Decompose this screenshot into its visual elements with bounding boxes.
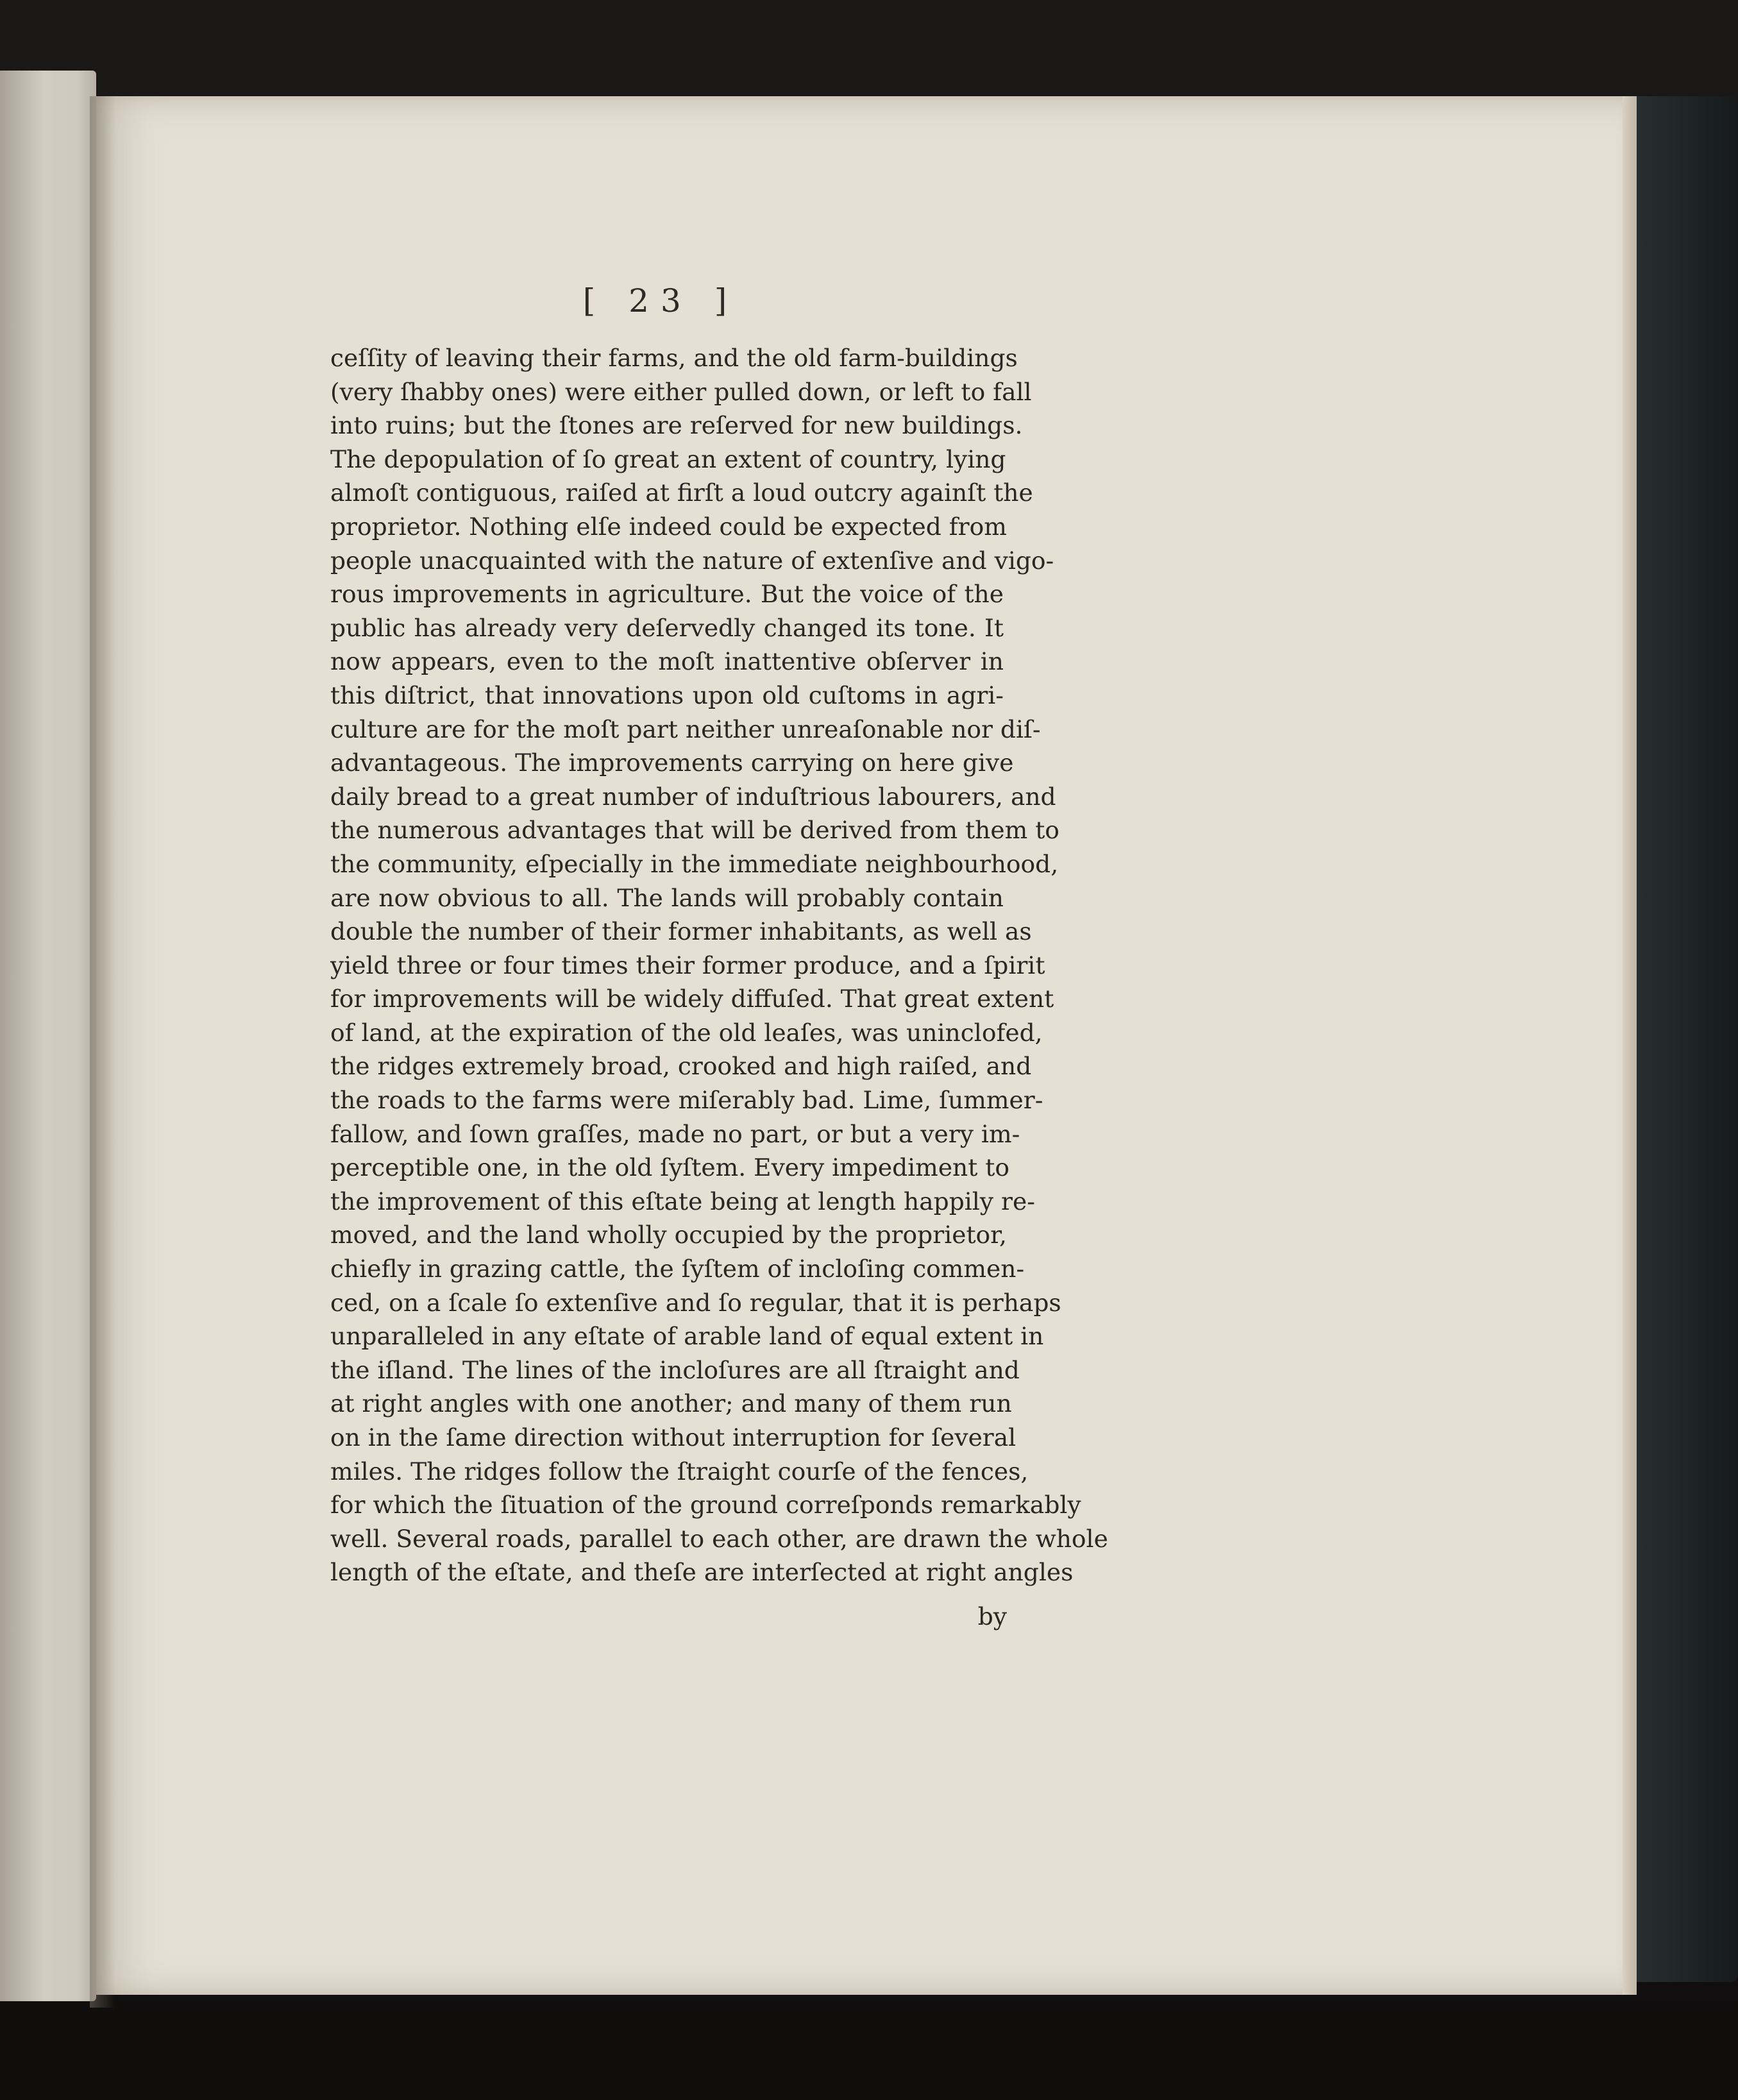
text-line: double the number of their former inhabitants, as well as [330, 917, 1032, 946]
text-line: this diſtrict, that innovations upon old cuſtoms in agri- [330, 681, 1004, 709]
text-line: into ruins; but the ſtones are reſerved for new buildings. [330, 411, 1023, 440]
text-line: people unacquainted with the nature of extenſive and vigo- [330, 546, 1054, 575]
text-line: moved, and the land wholly occupied by the proprietor, [330, 1221, 1007, 1249]
text-line: yield three or four times their former produce, and a ſpirit [330, 951, 1045, 979]
text-line: culture are for the moſt part neither unreaſonable nor diſ- [330, 715, 1041, 743]
body-text [330, 341, 1108, 1589]
text-line: advantageous. The improvements carrying on here give [330, 749, 1014, 777]
text-line: miles. The ridges follow the ſtraight courſe of the fences, [330, 1457, 1029, 1486]
text-line: The depopulation of ſo great an extent of country, lying [330, 445, 1006, 473]
gutter-shadow [90, 96, 115, 2008]
text-line: are now obvious to all. The lands will probably contain [330, 883, 1004, 912]
catchword: by [977, 1602, 1007, 1630]
text-line: almoſt contiguous, raiſed at firſt a loud outcry againſt the [330, 478, 1033, 507]
text-line: the numerous advantages that will be derived from them to [330, 816, 1059, 845]
text-line: the iſland. The lines of the incloſures are all ſtraight and [330, 1355, 1020, 1384]
text-line: length of the eſtate, and theſe are interſected at right angles [330, 1558, 1074, 1587]
text-line: for improvements will be widely diffuſed. That great extent [330, 985, 1054, 1013]
text-line: rous improvements in agriculture. But the voice of the [330, 580, 1004, 609]
text-line: on in the ſame direction without interruption for ſeveral [330, 1423, 1017, 1452]
left-page-edge [0, 71, 96, 2001]
text-line: public has already very deſervedly changed its tone. It [330, 613, 1004, 642]
page-number: [ 23 ] [582, 282, 739, 319]
text-line: ceſſity of leaving their farms, and the old farm-buildings [330, 344, 1018, 372]
text-line: the ridges extremely broad, crooked and high raiſed, and [330, 1052, 1032, 1081]
text-line: of land, at the expiration of the old leaſes, was uninclofed, [330, 1018, 1043, 1047]
text-line: proprietor. Nothing elſe indeed could be expected from [330, 512, 1007, 541]
text-line: well. Several roads, parallel to each other, are drawn the whole [330, 1524, 1108, 1553]
text-line: the roads to the farms were miſerably bad. Lime, ſummer- [330, 1086, 1043, 1115]
text-line: the community, eſpecially in the immediate neighbourhood, [330, 849, 1059, 878]
text-line: (very ſhabby ones) were either pulled down, or left to fall [330, 377, 1032, 406]
text-line: fallow, and ſown graſſes, made no part, or but a very im- [330, 1119, 1020, 1148]
text-line: now appears, even to the moſt inattentive obſerver in [330, 647, 1004, 676]
text-line: the improvement of this eſtate being at length happily re- [330, 1187, 1035, 1215]
page-fore-edge [1623, 96, 1637, 1995]
text-line: perceptible one, in the old ſyſtem. Every impediment to [330, 1153, 1010, 1182]
text-line: ced, on a ſcale ſo extenſive and ſo regular, that it is perhaps [330, 1288, 1061, 1317]
text-line: unparalleled in any eſtate of arable land of equal extent in [330, 1322, 1044, 1351]
text-line: for which the ſituation of the ground correſponds remarkably [330, 1491, 1081, 1520]
text-line: daily bread to a great number of induſtrious labourers, and [330, 782, 1056, 811]
text-line: chiefly in grazing cattle, the ſyſtem of incloſing commen- [330, 1255, 1025, 1283]
text-line: at right angles with one another; and many of them run [330, 1389, 1012, 1418]
